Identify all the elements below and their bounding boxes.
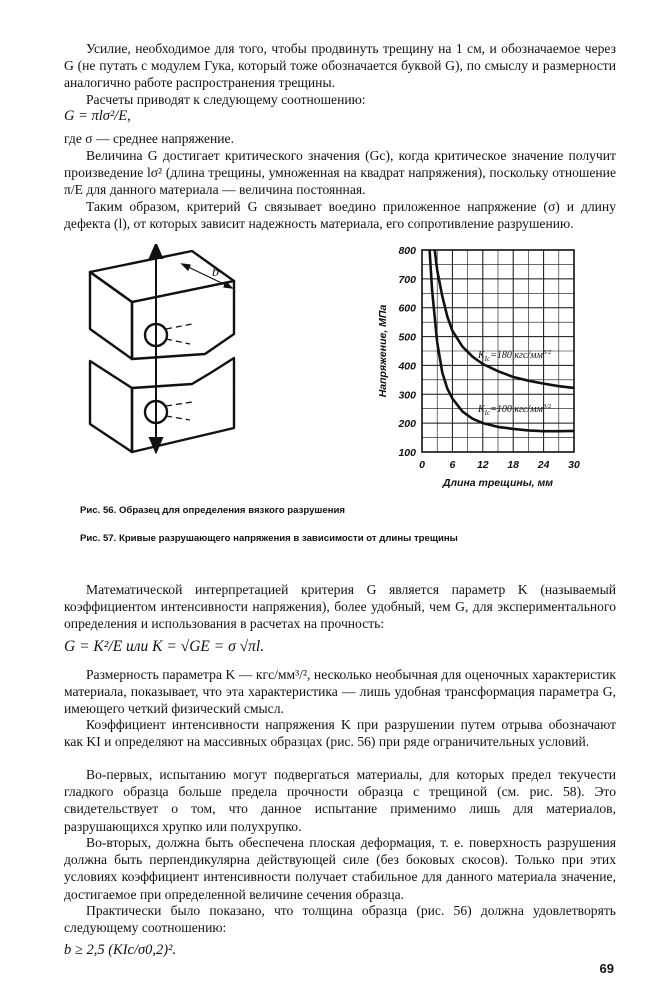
specimen-upper-front [132, 281, 234, 359]
y-tick-label: 300 [398, 389, 416, 402]
paragraph: Расчеты приводят к следующему соотношению: [86, 92, 366, 107]
y-tick-label: 600 [398, 302, 416, 315]
series-label-1: $K_{Ic}=180$ кгс/$мм^{3/2}$ [478, 349, 552, 363]
y-tick-label: 200 [398, 418, 416, 431]
caption-fig56: Рис. 56. Образец для определения вязкого разрушения [80, 505, 346, 516]
x-tick-label: 0 [419, 459, 425, 471]
paragraph: Математической интерпретацией критерия G является параметр K (называемый коэффициентом интенсивности напряжения), более удобный, чем G, для экспериментального определения и использования в расчетах на прочность: [64, 582, 616, 632]
y-tick-label: 100 [398, 447, 416, 459]
specimen-lower-side [90, 361, 132, 452]
paragraph: Таким образом, критерий G связывает воедино приложенное напряжение (σ) и длину дефекта (l), от которых зависит надежность материала, его сопротивление разрушению. [64, 199, 616, 232]
crack-lines [166, 324, 192, 420]
y-tick-labels [397, 245, 416, 459]
formula-b: b ≥ 2,5 (KIc/σ0,2)². [64, 942, 177, 958]
x-tick-label: 12 [476, 459, 489, 471]
paragraph: Усилие, необходимое для того, чтобы продвинуть трещину на 1 см, и обозначаемое через G (не путать с модулем Гука, который тоже обозначается буквой G), по смыслу и размерности аналогично работе распространения трещины. [64, 41, 616, 91]
paragraph: где σ — среднее напряжение. [64, 131, 234, 146]
paragraph: Коэффициент интенсивности напряжения K при разрушении путем отрыва обозначают как KI и определяют на массивных образцах (рис. 56) при ряде ограничительных условий. [64, 717, 616, 750]
y-tick-label: 400 [398, 360, 416, 373]
page-number: 69 [599, 961, 614, 976]
specimen-upper-side [90, 272, 132, 359]
x-tick-label: 18 [507, 459, 520, 471]
caption-fig57: Рис. 57. Кривые разрушающего напряжения в зависимости от длины трещины [80, 533, 458, 544]
paragraph: Во-вторых, должна быть обеспечена плоская деформация, т. е. поверхность разрушения должна быть перпендикулярна действующей силе (без боковых скосов). Только при этих условиях коэффициент интенсивности получает стабильное для данного материала значение, достигаемое при определенной величине сечения образца. [64, 835, 616, 902]
formula-g: G = πlσ²/E, [64, 108, 131, 124]
series-line-1 [435, 250, 574, 388]
x-tick-labels [419, 459, 580, 471]
paragraph: Величина G достигает критического значения (Gc), когда критическое значение получит произведение lσ² (длина трещины, умноженная на квадрат напряжения), поскольку отношение π/E для данного материала — величина постоянная. [64, 148, 616, 198]
y-axis-label: Напряжение, МПа [377, 304, 389, 398]
x-axis-label: Длина трещины, мм [442, 477, 554, 489]
x-tick-label: 6 [449, 459, 456, 471]
y-tick-label: 700 [398, 273, 416, 286]
dimension-b [182, 264, 232, 288]
x-tick-label: 24 [537, 459, 550, 471]
formula-k: G = K²/E или K = √GE = σ √πl. [64, 638, 265, 655]
label-b: b [212, 265, 219, 280]
series-label-2: $K_{Ic}=100$ кгс/$мм^{3/2}$ [478, 403, 552, 417]
figure-56-specimen [82, 244, 258, 454]
paragraph: Размерность параметра K — кгс/мм³/², несколько необычная для оценочных характеристик материала, показывает, что эта характеристика — лишь удобная трансформация параметра G, имеющего четкий физический смысл. [64, 667, 616, 717]
paragraph: Во-первых, испытанию могут подвергаться материалы, для которых предел текучести гладкого образца больше предела прочности образца с трещиной (см. рис. 58). Это свидетельствует о том, что данное испытание применимо лишь для материалов, разрушающихся хрупко или полухрупко. [64, 767, 616, 834]
paragraph: Практически было показано, что толщина образца (рис. 56) должна удовлетворять следующему соотношению: [64, 903, 616, 936]
x-tick-label: 30 [568, 459, 580, 471]
arrow-up [150, 244, 162, 258]
figure-57-chart [360, 240, 590, 500]
y-tick-label: 800 [398, 245, 416, 257]
y-tick-label: 500 [398, 331, 416, 344]
